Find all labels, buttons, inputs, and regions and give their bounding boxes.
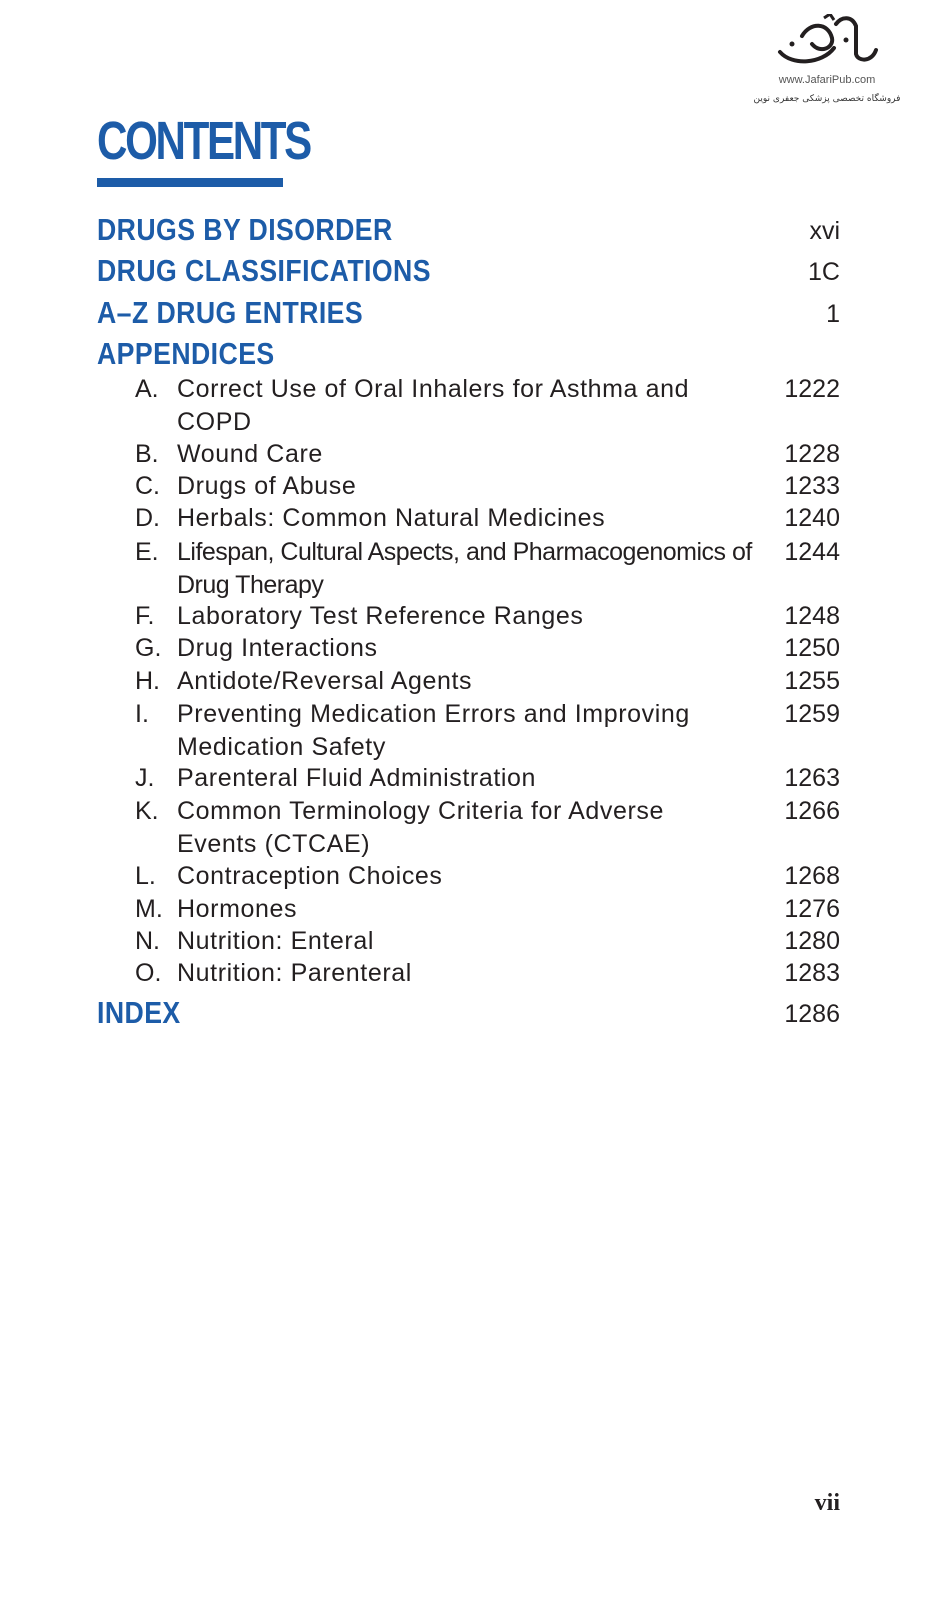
appendix-page: 1248 xyxy=(784,602,840,630)
section-page: xvi xyxy=(809,217,840,245)
appendix-letter: O. xyxy=(135,959,162,987)
appendix-title: Laboratory Test Reference Ranges xyxy=(177,602,584,630)
appendix-title: Parenteral Fluid Administration xyxy=(177,764,537,792)
appendix-page: 1280 xyxy=(784,927,840,955)
section-label: APPENDICES xyxy=(97,336,275,371)
appendix-letter: J. xyxy=(135,764,155,792)
appendix-page: 1244 xyxy=(784,538,840,566)
appendix-letter: N. xyxy=(135,927,160,955)
appendix-letter: E. xyxy=(135,538,159,566)
appendix-letter: L. xyxy=(135,862,156,890)
appendix-title: Herbals: Common Natural Medicines xyxy=(177,504,606,532)
section-page: 1286 xyxy=(784,1000,840,1028)
logo-tagline: فروشگاه تخصصی پزشکی جعفری نوین xyxy=(753,94,901,104)
section-page: 1C xyxy=(808,258,840,286)
appendix-page: 1266 xyxy=(784,797,840,825)
appendix-letter: B. xyxy=(135,440,159,468)
appendix-page: 1268 xyxy=(784,862,840,890)
appendix-title: Drugs of Abuse xyxy=(177,472,357,500)
appendix-title: Common Terminology Criteria for Adverse Events (CTCAE) xyxy=(177,797,664,858)
appendix-title: Wound Care xyxy=(177,440,323,468)
logo-url: www.JafariPub.com xyxy=(778,74,876,86)
appendix-page: 1240 xyxy=(784,504,840,532)
appendix-title: Nutrition: Enteral xyxy=(177,927,374,955)
appendix-letter: K. xyxy=(135,797,159,825)
appendix-title: Contraception Choices xyxy=(177,862,443,890)
page-number: vii xyxy=(814,1490,840,1516)
section-label: DRUGS BY DISORDER xyxy=(97,212,393,247)
appendix-page: 1255 xyxy=(784,667,840,695)
appendix-letter: D. xyxy=(135,504,160,532)
appendix-page: 1276 xyxy=(784,895,840,923)
appendix-page: 1228 xyxy=(784,440,840,468)
appendix-title: Lifespan, Cultural Aspects, and Pharmacogenomics of Drug Therapy xyxy=(177,538,752,599)
appendix-title: Hormones xyxy=(177,895,298,923)
appendix-title: Nutrition: Parenteral xyxy=(177,959,412,987)
appendix-letter: F. xyxy=(135,602,155,630)
appendix-page: 1250 xyxy=(784,634,840,662)
appendix-letter: H. xyxy=(135,667,160,695)
section-page: 1 xyxy=(826,300,840,328)
appendix-title: Preventing Medication Errors and Improving Medication Safety xyxy=(177,700,690,761)
appendix-letter: M. xyxy=(135,895,163,923)
page-title: CONTENTS xyxy=(97,111,310,171)
appendix-page: 1233 xyxy=(784,472,840,500)
appendix-title: Correct Use of Oral Inhalers for Asthma and COPD xyxy=(177,375,690,436)
section-label: INDEX xyxy=(97,995,181,1030)
appendix-letter: G. xyxy=(135,634,162,662)
appendix-letter: A. xyxy=(135,375,159,403)
appendix-letter: C. xyxy=(135,472,160,500)
section-label: A–Z DRUG ENTRIES xyxy=(97,295,364,330)
appendix-letter: I. xyxy=(135,700,149,728)
appendix-title: Drug Interactions xyxy=(177,634,378,662)
appendix-page: 1259 xyxy=(784,700,840,728)
appendix-title: Antidote/Reversal Agents xyxy=(177,667,473,695)
appendix-page: 1283 xyxy=(784,959,840,987)
appendix-page: 1222 xyxy=(784,375,840,403)
section-label: DRUG CLASSIFICATIONS xyxy=(97,253,431,288)
appendix-page: 1263 xyxy=(784,764,840,792)
